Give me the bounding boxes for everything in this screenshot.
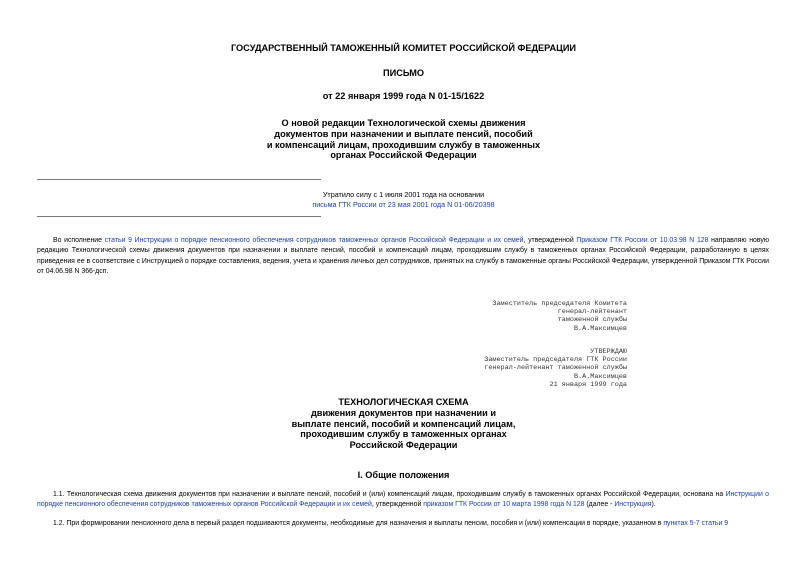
scheme-title: ТЕХНОЛОГИЧЕСКАЯ СХЕМА движения документов при назначении и выплате пенсий, пособий и компенсаций лицам, проходившим службу в таможенных органах Российской Федерации xyxy=(291,397,516,451)
section-title: I. Общие положения xyxy=(357,470,450,480)
instruction-link[interactable]: Инструкции о порядке пенсионного обеспечения сотрудников таможенных органов Российской Федерации и их семей xyxy=(37,491,770,509)
doc-date-number: от 22 января 1999 года N 01-15/1622 xyxy=(322,91,485,101)
signature-block: Заместитель председателя Комитета генерал-лейтенант таможенной службы В.А.Максимцев xyxy=(492,300,627,333)
subject-line: О новой редакции Технологической схемы движения xyxy=(281,118,526,128)
subject-line: органах Российской Федерации xyxy=(330,150,477,161)
doc-type-heading: ПИСЬМО xyxy=(382,68,425,78)
status-note-link[interactable]: письма ГТК России от 23 мая 2001 года N 01-06/20398 xyxy=(312,200,495,209)
instruction-article-link[interactable]: статьи 9 Инструкции о порядке пенсионного обеспечения сотрудников таможенных органов Российской Федерации и их семей xyxy=(104,237,524,244)
status-note-text: Утратило силу с 1 июля 2001 года на основании xyxy=(322,190,485,199)
order-128-link[interactable]: Приказом ГТК России от 10.03.98 N 128 xyxy=(576,237,709,244)
paragraph-1-1: 1.1. Технологическая схема движения документов при назначении и выплате пенсий, пособий и (или) компенсаций лицам, проходившим службу в таможенных органах Российской Федерации, основана на Инструкции о порядке пенсионного обеспечения сотрудников таможенных органов Российской Федерации и их семей, утвержденной приказом ГТК России от 10 марта 1998 года N 128 (далее - Инструкция). xyxy=(37,491,770,509)
subject-line: и компенсаций лицам, проходившим службу в таможенных xyxy=(266,139,541,150)
points-5-7-link[interactable]: пунктах 5-7 статьи 9 xyxy=(663,520,729,527)
divider-bottom xyxy=(37,216,321,217)
order-link[interactable]: приказом ГТК России от 10 марта 1998 года N 128 xyxy=(423,501,585,509)
instruction-short-link[interactable]: Инструкция xyxy=(614,501,652,509)
intro-paragraph: Во исполнение статьи 9 Инструкции о порядке пенсионного обеспечения сотрудников таможенных органов Российской Федерации и их семей, утвержденной Приказом ГТК России от 10.03.98 N 128 направляю новую редакцию Технологической схемы движения документов при назначении и выплате пенсий, пособий и компенсаций лицам, проходившим службу в таможенных органах Российской Федерации, разработанную в целях приведения ее в соответствие с Инструкцией о порядке составления, ведения, учета и хранения личных дел сотрудников, принятых на службу в таможенные органы Российской Федерации, утвержденной Приказом ГТК России от 04.06.98 N 366-дсп. xyxy=(37,237,770,276)
paragraph-1-2: 1.2. При формировании пенсионного дела в первый раздел подшиваются документы, необходимые для назначения и выплаты пенсии, пособия и (или) компенсации в порядке, указанном в пунктах 5-7 статьи 9 xyxy=(53,520,729,527)
subject-line: документов при назначении и выплате пенсий, пособий xyxy=(274,128,533,139)
agency-heading: ГОСУДАРСТВЕННЫЙ ТАМОЖЕННЫЙ КОМИТЕТ РОССИЙСКОЙ ФЕДЕРАЦИИ xyxy=(230,43,577,53)
doc-subject xyxy=(0,118,807,161)
divider-top xyxy=(37,179,321,180)
approval-block: УТВЕРЖДАЮ Заместитель председателя ГТК России генерал-лейтенант таможенной службы В.А.Максимцев 21 января 1999 года xyxy=(484,348,627,389)
